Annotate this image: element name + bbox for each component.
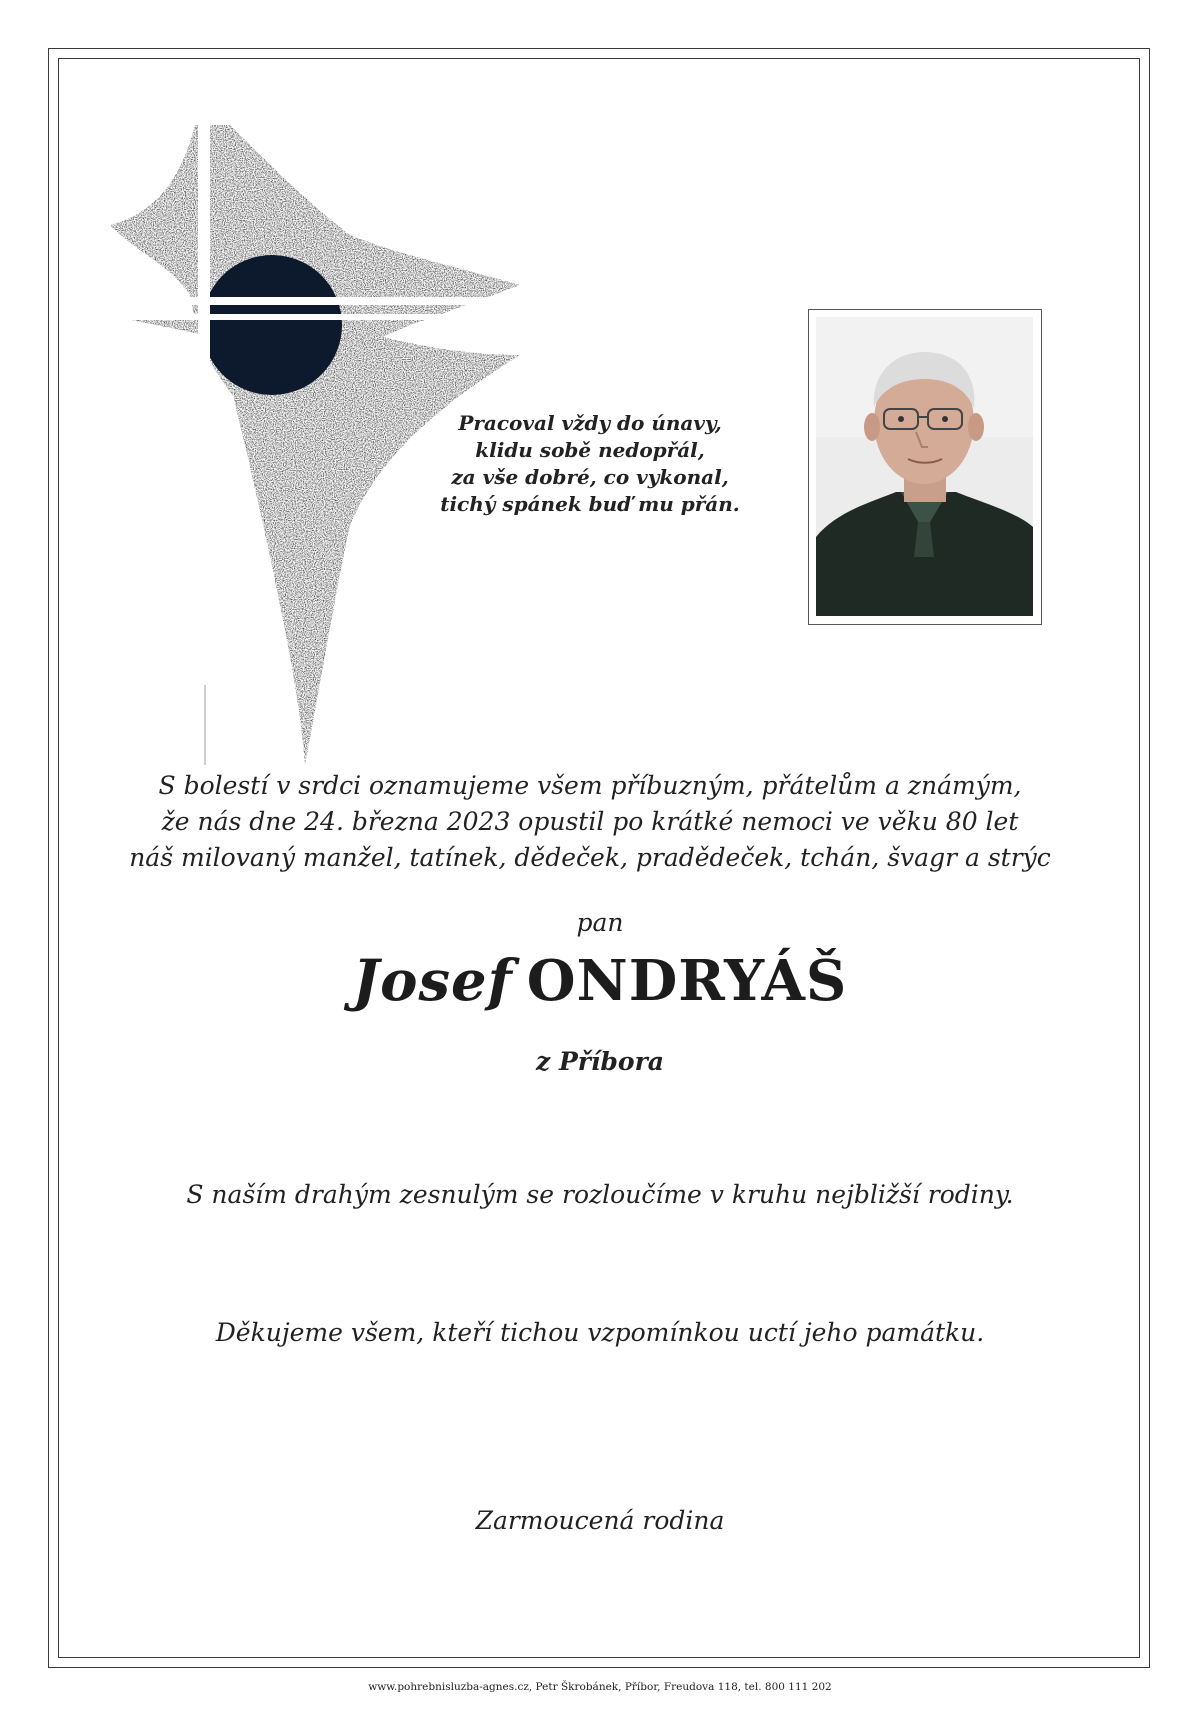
photo-frame <box>808 309 1042 625</box>
announcement-line: S bolestí v srdci oznamujeme všem příbuzným, přátelům a známým, <box>158 771 1022 800</box>
verse-line: za vše dobré, co vykonal, <box>451 465 729 489</box>
announcement-line: že nás dne 24. března 2023 opustil po krátké nemoci ve věku 80 let <box>161 807 1019 836</box>
origin: z Příbora <box>536 1047 664 1076</box>
portrait-photo <box>816 317 1033 616</box>
honorific: pan <box>576 908 624 937</box>
first-name: Josef <box>352 948 513 1014</box>
verse-line: klidu sobě nedopřál, <box>475 438 705 462</box>
verse <box>420 410 760 518</box>
verse-line: Pracoval vždy do únavy, <box>458 411 722 435</box>
announcement <box>90 768 1090 876</box>
thanks-text: Děkujeme všem, kteří tichou vzpomínkou uctí jeho památku. <box>215 1318 985 1347</box>
footer: www.pohrebnisluzba-agnes.cz, Petr Škrobánek, Příbor, Freudova 118, tel. 800 111 202 <box>368 1681 832 1693</box>
deceased-name <box>200 948 1000 1014</box>
announcement-line: náš milovaný manžel, tatínek, dědeček, pradědeček, tchán, švagr a strýc <box>129 843 1051 872</box>
last-name: ONDRYÁŠ <box>526 948 848 1014</box>
signature: Zarmoucená rodina <box>475 1506 725 1535</box>
verse-line: tichý spánek buď mu přán. <box>440 492 740 516</box>
farewell-text: S naším drahým zesnulým se rozloučíme v kruhu nejbližší rodiny. <box>186 1180 1014 1209</box>
